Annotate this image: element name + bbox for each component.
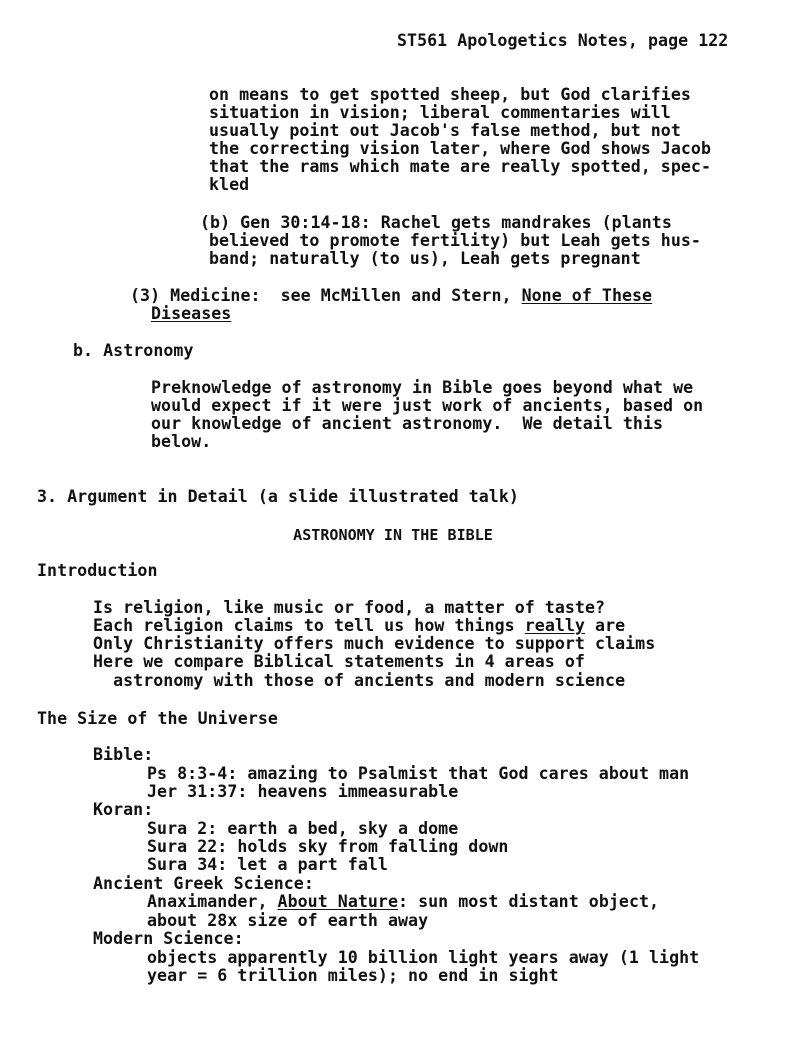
greek-text: : sun most distant object, — [398, 892, 660, 911]
para-line: band; naturally (to us), Leah gets pregnant — [209, 249, 641, 268]
para-line: the correcting vision later, where God shows Jacob — [209, 139, 712, 158]
bible-item: Ps 8:3-4: amazing to Psalmist that God cares about man — [147, 764, 690, 783]
book-title-cont: Diseases — [151, 304, 232, 323]
modern-item: objects apparently 10 billion light years away (1 light — [147, 948, 700, 967]
work-title: About Nature — [277, 892, 399, 911]
para-line: that the rams which mate are really spotted, spec- — [209, 157, 712, 176]
modern-label: Modern Science: — [93, 929, 244, 948]
koran-label: Koran: — [93, 800, 154, 819]
book-title: None of These — [521, 286, 653, 305]
para-line: (b) Gen 30:14-18: Rachel gets mandrakes (plants — [200, 213, 672, 232]
para-line: on means to get spotted sheep, but God clarifies — [209, 85, 691, 104]
koran-item: Sura 2: earth a bed, sky a dome — [147, 819, 459, 838]
bible-label: Bible: — [93, 745, 154, 764]
greek-item: about 28x size of earth away — [147, 911, 429, 930]
para-line: situation in vision; liberal commentaries will — [209, 103, 671, 122]
astronomy-line: our knowledge of ancient astronomy. We detail this — [151, 414, 664, 433]
modern-item: year = 6 trillion miles); no end in sight — [147, 966, 559, 985]
intro-line: Only Christianity offers much evidence to support claims — [93, 634, 656, 653]
medicine-line-2 — [151, 305, 231, 323]
astronomy-line: below. — [151, 432, 212, 451]
para-line: kled — [209, 175, 250, 194]
greek-text: Anaximander, — [147, 892, 278, 911]
introduction-heading: Introduction — [37, 561, 158, 580]
astronomy-line: Preknowledge of astronomy in Bible goes beyond what we — [151, 378, 694, 397]
koran-item: Sura 22: holds sky from falling down — [147, 837, 509, 856]
koran-item: Sura 34: let a part fall — [147, 855, 388, 874]
intro-text: are — [584, 616, 626, 635]
intro-line: astronomy with those of ancients and modern science — [93, 671, 626, 690]
page-header: ST561 Apologetics Notes, page 122 — [397, 31, 729, 50]
para-line: usually point out Jacob's false method, but not — [209, 121, 681, 140]
section-title: ASTRONOMY IN THE BIBLE — [293, 526, 493, 544]
greek-label: Ancient Greek Science: — [93, 874, 314, 893]
greek-item — [147, 893, 659, 911]
medicine-prefix: (3) Medicine: see McMillen and Stern, — [130, 286, 522, 305]
emphasis-really: really — [524, 616, 585, 635]
intro-line: Is religion, like music or food, a matter of taste? — [93, 598, 606, 617]
astronomy-line: would expect if it were just work of ancients, based on — [151, 396, 704, 415]
bible-item: Jer 31:37: heavens immeasurable — [147, 782, 459, 801]
astronomy-heading: b. Astronomy — [73, 341, 194, 360]
intro-text: Each religion claims to tell us how things — [93, 616, 525, 635]
medicine-line — [130, 287, 652, 305]
para-line: believed to promote fertility) but Leah gets hus- — [209, 231, 701, 250]
size-universe-heading: The Size of the Universe — [37, 709, 278, 728]
intro-line — [93, 617, 625, 635]
intro-line: Here we compare Biblical statements in 4 areas of — [93, 652, 585, 671]
argument-heading: 3. Argument in Detail (a slide illustrated talk) — [37, 487, 519, 506]
